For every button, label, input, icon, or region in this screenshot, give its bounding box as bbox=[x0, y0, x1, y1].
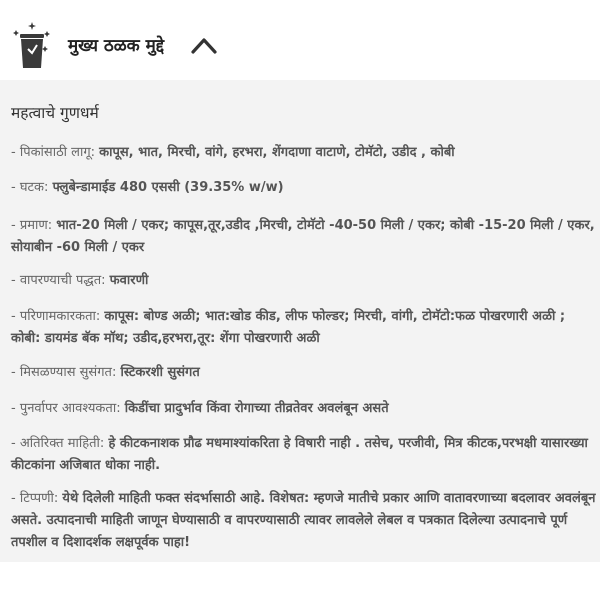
property-value: हे कीटकनाशक प्रौढ मधमाश्यांकरिता हे विषारी नाही . तसेच, परजीवी, मित्र कीटक,परभक्षी यासारख्या कीटकांना अजिबात धोका नाही. bbox=[11, 436, 588, 473]
property-effectiveness bbox=[11, 306, 597, 350]
property-reapplication bbox=[11, 398, 597, 420]
property-value: कापूस: बोण्ड अळी; भात:खोड कीड, लीफ फोल्डर; मिरची, वांगी, टोमॅटो:फळ पोखरणारी अळी ; कोबी: डायमंड बॅक मॉथ; उडीद,हरभरा,तूर: शेंगा पोखरणारी अळी bbox=[11, 309, 566, 346]
property-dosage bbox=[11, 215, 597, 259]
footer-strip bbox=[0, 562, 600, 592]
property-label: - पिकांसाठी लागू: bbox=[11, 145, 100, 160]
highlights-content bbox=[0, 80, 600, 562]
property-application-method bbox=[11, 270, 597, 292]
property-label: - अतिरिक्त माहिती: bbox=[11, 436, 109, 451]
property-label: - पुनर्वापर आवश्यकता: bbox=[11, 401, 125, 416]
property-compatibility bbox=[11, 362, 597, 384]
property-label: - परिणामकारकता: bbox=[11, 309, 105, 324]
property-value: भात-20 मिली / एकर; कापूस,तूर,उडीद ,मिरची, टोमॅटो -40-50 मिली / एकर; कोबी -15-20 मिली / एकर, सोयाबीन -60 मिली / एकर bbox=[11, 218, 595, 255]
property-value: स्टिकरशी सुसंगत bbox=[120, 365, 200, 380]
property-additional-info bbox=[11, 433, 597, 477]
chevron-up-icon[interactable] bbox=[190, 34, 218, 56]
property-value: फ्लुबेन्डामाईड 480 एससी (39.35% w/w) bbox=[52, 180, 284, 195]
property-value: किडींचा प्रादुर्भाव किंवा रोगाच्या तीव्रतेवर अवलंबून असते bbox=[124, 401, 389, 416]
product-bag-icon bbox=[12, 22, 52, 70]
section-title: मुख्य ठळक मुद्दे bbox=[68, 36, 165, 56]
important-properties-heading: महत्वाचे गुणधर्म bbox=[11, 104, 99, 122]
property-applicable-crops bbox=[11, 142, 597, 164]
property-label: - टिप्पणी: bbox=[11, 491, 63, 506]
property-value: येथे दिलेली माहिती फक्त संदर्भासाठी आहे. विशेषत: म्हणजे मातीचे प्रकार आणि वातावरणाच्या बदलावर अवलंबून असते. उत्पादनाची माहिती जाणून घेण्यासाठी व वापरण्यासाठी त्यावर लावलेले लेबल व पत्रकात दिलेल्या उत्पादनाचे पूर्ण तपशील व दिशादर्शक लक्षपूर्वक पाहा! bbox=[11, 491, 596, 550]
highlights-header bbox=[0, 0, 600, 80]
property-value: फवारणी bbox=[109, 273, 149, 288]
property-label: - घटक: bbox=[11, 180, 53, 195]
property-label: - वापरण्याची पद्धत: bbox=[11, 273, 110, 288]
property-value: कापूस, भात, मिरची, वांगे, हरभरा, शेंगदाणा वाटाणे, टोमॅटो, उडीद , कोबी bbox=[99, 145, 455, 160]
property-label: - प्रमाण: bbox=[11, 218, 57, 233]
property-label: - मिसळण्यास सुसंगत: bbox=[11, 365, 121, 380]
property-note bbox=[11, 488, 597, 554]
property-ingredient bbox=[11, 177, 597, 199]
